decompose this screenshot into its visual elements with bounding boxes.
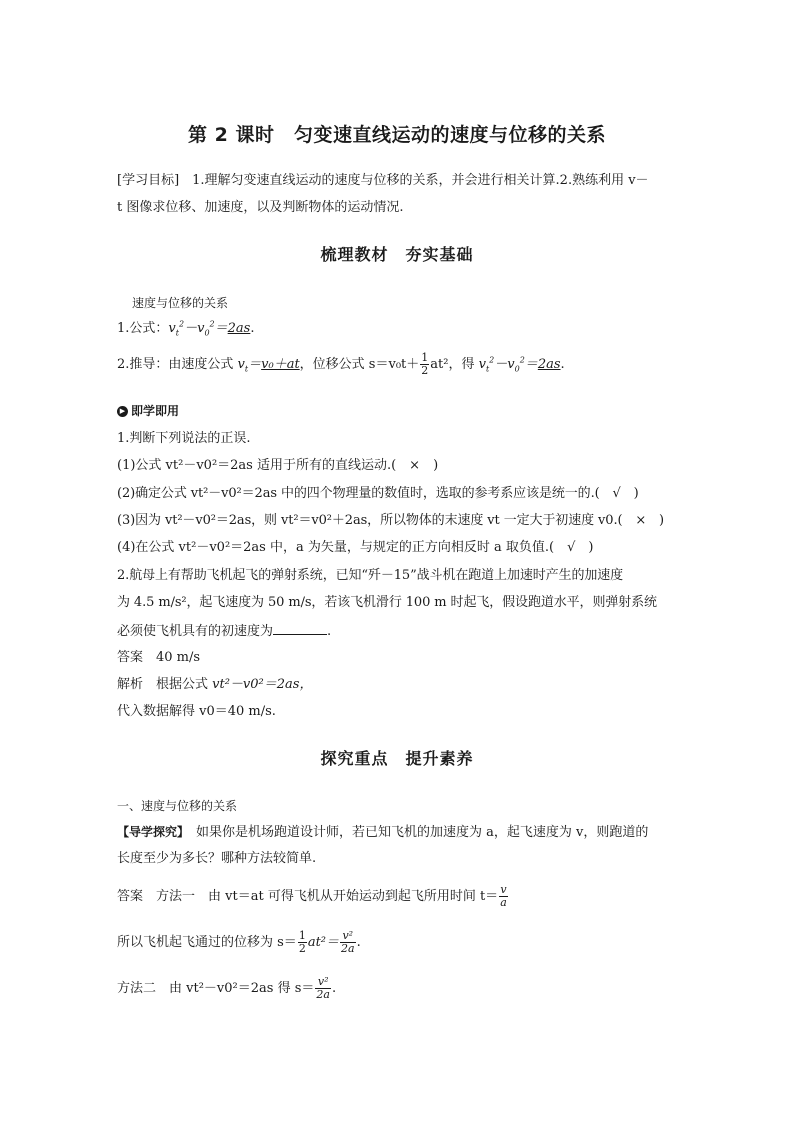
- method-1-result: 所以飞机起飞通过的位移为 s＝ $\frac{1}{2}$ at²＝ $\frac{\text{v²}}{2a}$ .: [117, 929, 361, 955]
- method-2-fraction: $\frac{\text{v²}}{2a}$: [316, 975, 330, 1001]
- method-1-label: 答案 方法一 由: [117, 889, 226, 904]
- objectives-line-2: t 图像求位移、加速度，以及判断物体的运动情况.: [117, 200, 404, 215]
- inquiry-question-text: 如果你是机场跑道设计师，若已知飞机的加速度为 a，起飞速度为 v，则跑道的: [183, 825, 649, 840]
- inquiry-heading: 一、速度与位移的关系: [117, 799, 238, 813]
- judge-item-1: (1)公式 vt²－v0²＝2as 适用于所有的直线运动.( × ): [117, 458, 439, 473]
- judge-item-4: (4)在公式 vt²－v0²＝2as 中，a 为矢量，与规定的正方向相反时 a 取负值.( √ ): [117, 540, 594, 555]
- formula-label: 1.公式：: [117, 321, 169, 336]
- method-1-mid: at²＝: [307, 935, 339, 950]
- derive-answer-2: 2as: [537, 357, 561, 372]
- method-2-label: 方法二 由: [117, 981, 187, 996]
- method-1-fraction: $\frac{v}{a}$: [500, 883, 507, 909]
- objectives-line-1: [学习目标] 1.理解匀变速直线运动的速度与位移的关系，并会进行相关计算.2.熟练利用 v－: [117, 173, 649, 188]
- derivation-line: 2.推导：由速度公式 $v_t=v_0+at$，位移公式 s＝v₀t＋ $\frac{1}{2}$ at²，得 $v_t^2-v_0^2=2as$.: [117, 351, 565, 377]
- problem-2-line-1: 2.航母上有帮助飞机起飞的弹射系统，已知“歼－15”战斗机在跑道上加速时产生的加速度: [117, 568, 624, 583]
- section-title-inquiry: 探究重点 提升素养: [320, 749, 474, 768]
- method-2-text: vt²－v0²＝2as 得 s＝: [186, 981, 315, 996]
- formula-line: 1.公式：$v_t^2-v_0^2=2as$.: [117, 319, 255, 338]
- problem-2-line-3-text: 必须使飞机具有的初速度为: [117, 624, 274, 639]
- practice-heading-row: [117, 402, 681, 420]
- practice-heading: 即学即用: [131, 404, 180, 418]
- judge-question: 1.判断下列说法的正误.: [117, 431, 251, 446]
- method-1-line: [117, 884, 681, 909]
- play-bullet-icon: ▶: [117, 406, 128, 417]
- method-2-line: 方法二 由 vt²－v0²＝2as 得 s＝ $\frac{\text{v²}}{2a}$ .: [117, 975, 337, 1001]
- inquiry-question-line-1: [117, 823, 681, 842]
- formula-answer: 2as: [227, 321, 251, 336]
- answer-blank: [273, 622, 327, 635]
- analysis-line: [117, 676, 681, 694]
- analysis-result: 代入数据解得 v0＝40 m/s.: [117, 704, 276, 719]
- judge-item-2: (2)确定公式 vt²－v0²＝2as 中的四个物理量的数值时，选取的参考系应该是统一的.( √ ): [117, 486, 639, 501]
- section-title-basics: 梳理教材 夯实基础: [320, 245, 474, 264]
- analysis-label: 解析 根据公式: [117, 677, 213, 692]
- inquiry-question-line-2: 长度至少为多长？哪种方法较简单.: [117, 851, 317, 866]
- half-fraction: $\frac{1}{2}$: [421, 351, 429, 377]
- judge-item-3: (3)因为 vt²－v0²＝2as，则 vt²＝v0²＋2as，所以物体的末速度 vt 一定大于初速度 v0.( × ): [117, 513, 665, 528]
- relation-heading: 速度与位移的关系: [132, 296, 229, 310]
- inquiry-tag: 【导学探究】: [117, 825, 184, 839]
- derive-answer-1: v₀＋at: [261, 357, 300, 372]
- method-1-half: $\frac{1}{2}$: [298, 929, 306, 955]
- lesson-title: 第 2 课时 匀变速直线运动的速度与位移的关系: [188, 124, 606, 146]
- method-1-final-fraction: $\frac{\text{v²}}{2a}$: [341, 929, 355, 955]
- analysis-formula: vt²－v0²＝2as，: [212, 677, 313, 692]
- derive-after: at²，得: [430, 357, 479, 372]
- method-1-text: vt＝at 可得飞机从开始运动到起飞所用时间 t＝: [225, 889, 499, 904]
- answer-line: 答案 40 m/s: [117, 650, 201, 665]
- derive-mid: ，位移公式 s＝v₀t＋: [299, 357, 420, 372]
- problem-2-line-3: 必须使飞机具有的初速度为 .: [117, 624, 332, 639]
- problem-2-line-2: 为 4.5 m/s²，起飞速度为 50 m/s，若该飞机滑行 100 m 时起飞，假设跑道水平，则弹射系统: [117, 595, 657, 610]
- derive-label: 2.推导：由速度公式: [117, 357, 238, 372]
- method-1-result-text: 所以飞机起飞通过的位移为 s＝: [117, 935, 297, 950]
